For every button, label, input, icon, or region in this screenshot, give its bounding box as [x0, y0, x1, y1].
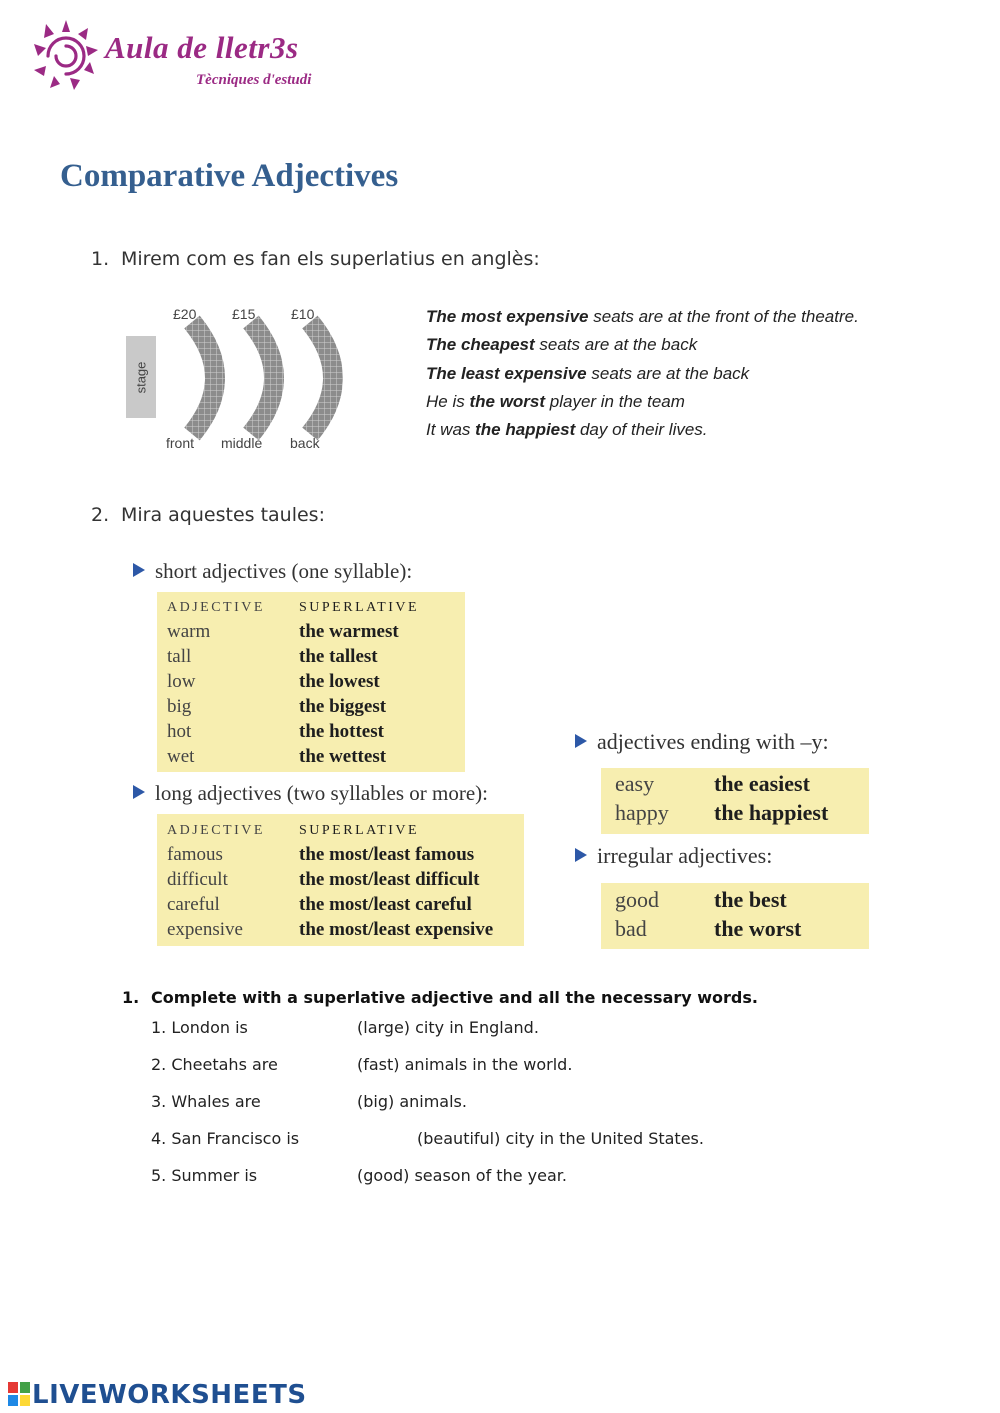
exercise-prompt: 2. Cheetahs are — [151, 1055, 278, 1074]
col-adjective: ADJECTIVE — [167, 600, 265, 615]
exercise-number: 1. — [122, 988, 140, 1007]
adjective-cell: easy — [615, 771, 655, 796]
superlative-cell: the easiest — [714, 771, 810, 796]
example-line — [426, 331, 859, 359]
arrow-icon — [133, 785, 145, 799]
question-1 — [91, 248, 540, 270]
superlative-cell: the biggest — [299, 696, 387, 717]
exercise-hint: (beautiful) city in the United States. — [417, 1129, 704, 1148]
adjective-cell: happy — [615, 800, 669, 825]
superlative-cell: the most/least careful — [299, 894, 472, 915]
exercise — [122, 988, 902, 1198]
superlative-cell: the warmest — [299, 621, 399, 642]
superlative-cell: the best — [714, 887, 787, 912]
exercise-title-text: Complete with a superlative adjective and all the necessary words. — [151, 988, 758, 1007]
short-adjectives-heading-text: short adjectives (one syllable): — [155, 559, 413, 583]
exercise-prompt: 4. San Francisco is — [151, 1129, 300, 1148]
adjective-cell: expensive — [167, 919, 243, 940]
example-line — [426, 303, 859, 331]
seat-section-front — [192, 322, 215, 434]
col-superlative: SUPERLATIVE — [299, 823, 420, 838]
arrow-icon — [133, 563, 145, 577]
short-adjectives-heading — [133, 559, 412, 584]
position-back: back — [290, 435, 320, 451]
example-line — [426, 416, 859, 444]
example-text: day of their lives. — [575, 420, 708, 440]
position-middle: middle — [221, 435, 263, 451]
example-sentences — [426, 303, 859, 444]
logo-icon — [30, 18, 102, 94]
exercise-hint: (large) city in England. — [357, 1018, 539, 1037]
example-emphasis: The cheapest — [426, 335, 535, 355]
irregular-adjectives-heading-text: irregular adjectives: — [597, 843, 773, 868]
liveworksheets-icon — [8, 1382, 30, 1406]
example-emphasis: the happiest — [475, 420, 576, 440]
question-1-number: 1. — [91, 248, 110, 270]
arrow-icon — [575, 848, 587, 862]
adjective-cell: good — [615, 887, 659, 912]
col-superlative: SUPERLATIVE — [299, 600, 420, 615]
exercise-hint: (fast) animals in the world. — [357, 1055, 573, 1074]
stage-label: stage — [133, 361, 149, 394]
example-text: seats are at the back — [586, 363, 750, 383]
arrow-icon — [575, 734, 587, 748]
adjective-cell: careful — [167, 894, 220, 915]
price-15: £15 — [232, 306, 256, 322]
logo-subtitle: Tècniques d'estudi — [196, 72, 312, 88]
exercise-prompt: 1. London is — [151, 1018, 248, 1037]
seat-section-back — [310, 322, 333, 434]
position-front: front — [166, 435, 195, 451]
page-title: Comparative Adjectives — [60, 158, 399, 194]
example-text: seats are at the back — [534, 335, 698, 355]
irregular-adjectives-heading — [575, 843, 772, 869]
exercise-title — [122, 988, 902, 1007]
superlative-cell: the happiest — [714, 800, 829, 825]
short-adjectives-table — [157, 592, 465, 772]
y-adjectives-heading-text: adjectives ending with –y: — [597, 729, 829, 754]
adjective-cell: hot — [167, 721, 192, 742]
example-line — [426, 360, 859, 388]
question-2-number: 2. — [91, 504, 110, 526]
long-adjectives-heading — [133, 781, 488, 806]
exercise-hint: (big) animals. — [357, 1092, 467, 1111]
superlative-cell: the lowest — [299, 671, 380, 692]
adjective-cell: tall — [167, 646, 192, 667]
exercise-hint: (good) season of the year. — [357, 1166, 567, 1185]
superlative-cell: the most/least famous — [299, 844, 475, 865]
superlative-cell: the tallest — [299, 646, 378, 667]
superlative-cell: the most/least expensive — [299, 919, 494, 940]
superlative-cell: the wettest — [299, 746, 387, 767]
adjective-cell: wet — [167, 746, 195, 767]
y-adjectives-heading — [575, 729, 829, 755]
adjective-cell: warm — [167, 621, 211, 642]
example-emphasis: The least expensive — [426, 363, 587, 383]
adjective-cell: famous — [167, 844, 223, 865]
theatre-diagram — [120, 300, 360, 458]
example-emphasis: The most expensive — [426, 307, 589, 326]
exercise-prompt: 5. Summer is — [151, 1166, 258, 1185]
question-2 — [91, 504, 325, 526]
example-prefix: It was — [426, 420, 476, 440]
price-10: £10 — [291, 306, 315, 322]
col-adjective: ADJECTIVE — [167, 823, 265, 838]
question-2-text: Mira aquestes taules: — [121, 504, 325, 526]
long-adjectives-table — [157, 814, 524, 946]
question-1-text: Mirem com es fan els superlatius en anglès: — [121, 248, 540, 270]
example-text: player in the team — [545, 391, 685, 411]
adjective-cell: difficult — [167, 869, 228, 890]
adjective-cell: low — [167, 671, 196, 692]
seat-section-middle — [251, 322, 274, 434]
adjective-cell: big — [167, 696, 192, 717]
superlative-cell: the most/least difficult — [299, 869, 480, 890]
logo-title: Aula de lletr3s — [105, 30, 299, 65]
superlative-cell: the hottest — [299, 721, 384, 742]
exercise-prompt: 3. Whales are — [151, 1092, 261, 1111]
superlative-cell: the worst — [714, 916, 802, 941]
price-20: £20 — [173, 306, 197, 322]
example-prefix: He is — [426, 391, 470, 411]
y-adjectives-table — [601, 768, 869, 834]
irregular-adjectives-table — [601, 883, 869, 949]
long-adjectives-heading-text: long adjectives (two syllables or more): — [155, 781, 488, 805]
example-text: seats are at the front of the theatre. — [588, 307, 859, 326]
example-emphasis: the worst — [469, 391, 546, 411]
example-line — [426, 388, 859, 416]
footer-brand-text: LIVEWORKSHEETS — [32, 1380, 307, 1410]
adjective-cell: bad — [615, 916, 647, 941]
footer-brand — [8, 1380, 307, 1410]
